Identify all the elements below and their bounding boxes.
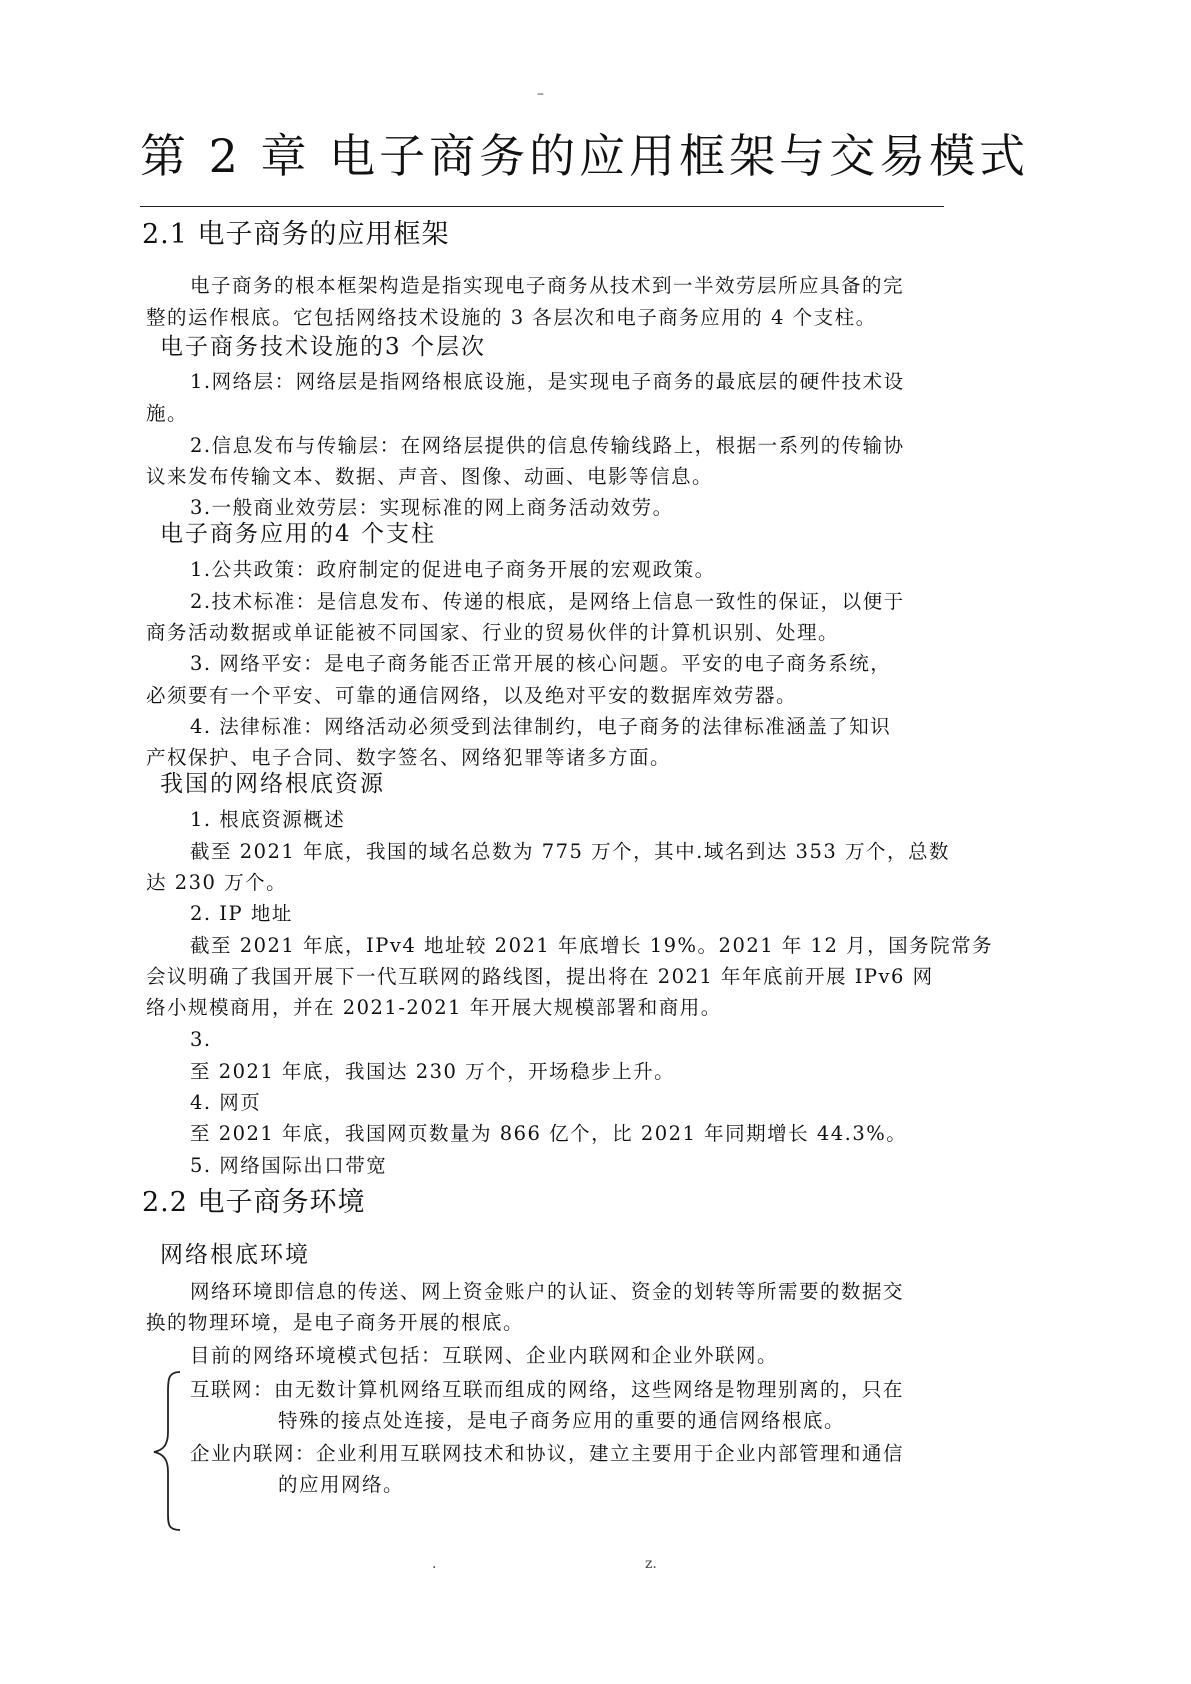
paragraph-line: 络小规模商用，并在 2021-2021 年开展大规模部署和商用。	[146, 996, 722, 1019]
paragraph-line: 议来发布传输文本、数据、声音、图像、动画、电影等信息。	[146, 465, 714, 488]
paragraph-line: 商务活动数据或单证能被不同国家、行业的贸易伙伴的计算机识别、处理。	[146, 621, 840, 644]
list-item-title: 2. IP 地址	[190, 902, 293, 925]
paragraph-line: 1.公共政策：政府制定的促进电子商务开展的宏观政策。	[190, 558, 716, 581]
footer-left-mark: .	[432, 1556, 437, 1572]
section-heading-2-1: 2.1 电子商务的应用框架	[142, 219, 450, 250]
paragraph-line: 2.技术标准：是信息发布、传递的根底，是网络上信息一致性的保证，以便于	[190, 590, 905, 613]
header-mark: –	[537, 86, 544, 102]
subheading-network-environment: 网络根底环境	[160, 1242, 310, 1268]
subheading-four-pillars: 电子商务应用的4 个支柱	[160, 521, 436, 547]
footer-right-mark: z.	[645, 1556, 657, 1572]
paragraph-line: 4. 法律标准：网络活动必须受到法律制约，电子商务的法律标准涵盖了知识	[190, 715, 892, 738]
paragraph-line: 产权保护、电子合同、数字签名、网络犯罪等诸多方面。	[146, 746, 672, 769]
section-heading-2-2: 2.2 电子商务环境	[142, 1187, 366, 1218]
paragraph-line: 网络环境即信息的传送、网上资金账户的认证、资金的划转等所需要的数据交	[190, 1280, 905, 1303]
intro-paragraph-line: 整的运作根底。它包括网络技术设施的 3 各层次和电子商务应用的 4 个支柱。	[146, 306, 877, 329]
intro-paragraph-line: 电子商务的根本框架构造是指实现电子商务从技术到一半效劳层所应具备的完	[190, 274, 905, 297]
paragraph-line: 会议明确了我国开展下一代互联网的路线图，提出将在 2021 年年底前开展 IPv6 网	[146, 965, 934, 988]
subheading-network-resources: 我国的网络根底资源	[160, 771, 385, 797]
paragraph-line: 必须要有一个平安、可靠的通信网络，以及绝对平安的数据库效劳器。	[146, 684, 798, 707]
paragraph-line: 至 2021 年底，我国达 230 万个，开场稳步上升。	[190, 1060, 676, 1083]
paragraph-line: 1.网络层：网络层是指网络根底设施，是实现电子商务的最底层的硬件技术设	[190, 370, 905, 393]
intranet-definition-line: 的应用网络。	[278, 1473, 405, 1496]
paragraph-line: 3.一般商业效劳层：实现标准的网上商务活动效劳。	[190, 496, 674, 519]
paragraph-line: 换的物理环境，是电子商务开展的根底。	[146, 1311, 525, 1334]
paragraph-line: 达 230 万个。	[146, 871, 288, 894]
curly-brace-icon	[150, 1370, 186, 1532]
paragraph-line: 2.信息发布与传输层：在网络层提供的信息传输线路上，根据一系列的传输协	[190, 434, 905, 457]
title-divider	[140, 206, 944, 207]
list-item-title: 5. 网络国际出口带宽	[190, 1154, 388, 1177]
paragraph-line: 截至 2021 年底，IPv4 地址较 2021 年底增长 19%。2021 年 12 月，国务院常务	[190, 934, 994, 957]
intranet-definition-line: 企业内联网：企业利用互联网技术和协议，建立主要用于企业内部管理和通信	[190, 1442, 905, 1465]
list-item-title: 1. 根底资源概述	[190, 808, 346, 831]
paragraph-line: 目前的网络环境模式包括：互联网、企业内联网和企业外联网。	[190, 1344, 779, 1367]
internet-definition-line: 特殊的接点处连接，是电子商务应用的重要的通信网络根底。	[278, 1409, 846, 1432]
paragraph-line: 3. 网络平安：是电子商务能否正常开展的核心问题。平安的电子商务系统，	[190, 652, 892, 675]
internet-definition-line: 互联网：由无数计算机网络互联而组成的网络，这些网络是物理别离的，只在	[190, 1378, 905, 1401]
paragraph-line: 至 2021 年底，我国网页数量为 866 亿个，比 2021 年同期增长 44.3%。	[190, 1122, 908, 1145]
paragraph-line: 施。	[146, 402, 189, 425]
list-item-title: 4. 网页	[190, 1091, 262, 1114]
list-item-title: 3.	[190, 1028, 212, 1051]
subheading-tech-layers: 电子商务技术设施的3 个层次	[160, 334, 486, 360]
chapter-title: 第 2 章 电子商务的应用框架与交易模式	[140, 129, 1030, 183]
paragraph-line: 截至 2021 年底，我国的域名总数为 775 万个，其中.域名到达 353 万个，总数	[190, 840, 950, 863]
